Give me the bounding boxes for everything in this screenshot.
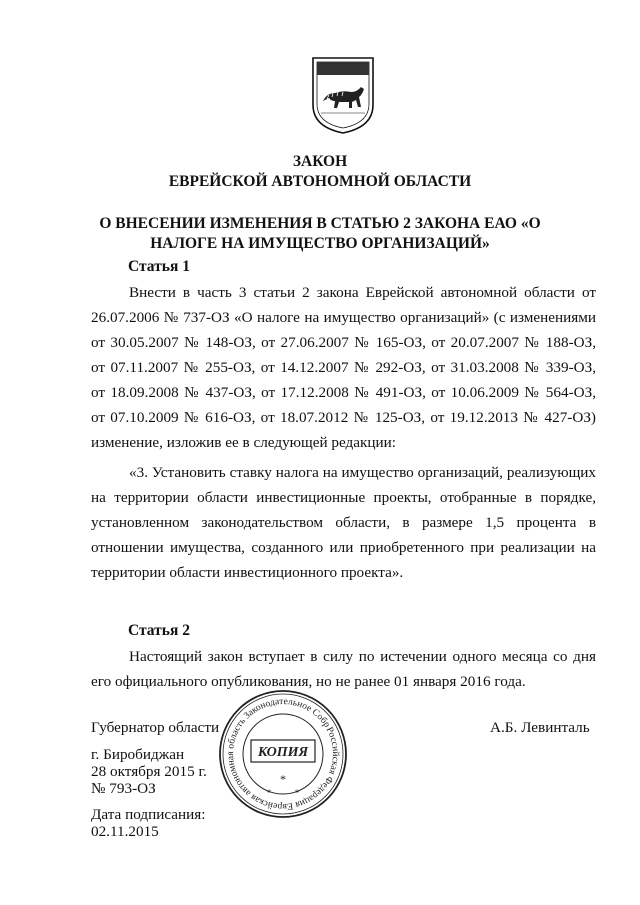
paragraph-line: от 07.11.2007 № 255-ОЗ, от 14.12.2007 № 292-ОЗ, от 31.03.2008 № 339-ОЗ,: [91, 359, 596, 376]
law-date: 28 октября 2015 г.: [91, 763, 207, 780]
paragraph-line: Внести в часть 3 статьи 2 закона Еврейской автономной области от: [129, 284, 596, 301]
signatory-name: А.Б. Левинталь: [490, 719, 590, 736]
stamp-star-icon: *: [266, 788, 272, 798]
paragraph-line: Настоящий закон вступает в силу по истечении одного месяца со дня: [129, 648, 596, 665]
paragraph-line: «3. Установить ставку налога на имущество организаций, реализующих: [129, 464, 596, 481]
signed-date: 02.11.2015: [91, 823, 159, 840]
law-title-line-2: НАЛОГЕ НА ИМУЩЕСТВО ОРГАНИЗАЦИЙ»: [150, 235, 490, 252]
signatory-position: Губернатор области: [91, 719, 220, 736]
law-title-line-1: О ВНЕСЕНИИ ИЗМЕНЕНИЯ В СТАТЬЮ 2 ЗАКОНА ЕАО «О: [99, 215, 541, 232]
stamp-star-icon: *: [280, 772, 286, 786]
law-label: ЗАКОН: [292, 153, 348, 170]
article-1-paragraph-2: [91, 460, 596, 585]
paragraph-line: установленном законодательством области, в размере 1,5 процента в: [91, 514, 596, 531]
signed-label: Дата подписания:: [91, 806, 206, 823]
stamp-star-icon: *: [294, 788, 300, 798]
article-1-paragraph-1: [91, 280, 596, 455]
law-number: № 793-ОЗ: [91, 780, 156, 797]
signing-city: г. Биробиджан: [91, 746, 185, 763]
paragraph-line: территории области инвестиционного проекта».: [91, 564, 404, 581]
copy-stamp: [217, 688, 349, 820]
stamp-center-text: КОПИЯ: [257, 745, 309, 760]
paragraph-line: отношении имущества, созданного или приобретенного при реализации на: [91, 539, 596, 556]
stamp-ring-text: Российская Федерация Еврейская автономная область Законодательное Собрание: [225, 696, 341, 812]
paragraph-line: на территории области инвестиционные проекты, отобранные в порядке,: [91, 489, 596, 506]
paragraph-line: от 18.09.2008 № 437-ОЗ, от 17.12.2008 № 491-ОЗ, от 10.06.2009 № 564-ОЗ,: [91, 384, 596, 401]
article-2-paragraph: [91, 644, 596, 694]
article-1-heading: Статья 1: [128, 258, 190, 275]
coat-of-arms-emblem: [309, 55, 377, 135]
paragraph-line: изменение, изложив ее в следующей редакции:: [91, 434, 396, 451]
paragraph-line: от 30.05.2007 № 148-ОЗ, от 27.06.2007 № 165-ОЗ, от 20.07.2007 № 188-ОЗ,: [91, 334, 596, 351]
paragraph-line: 26.07.2006 № 737-ОЗ «О налоге на имущество организаций» (с изменениями: [91, 309, 596, 326]
article-2-heading: Статья 2: [128, 622, 190, 639]
region-title: ЕВРЕЙСКОЙ АВТОНОМНОЙ ОБЛАСТИ: [168, 173, 472, 190]
paragraph-line: от 07.10.2009 № 616-ОЗ, от 18.07.2012 № 125-ОЗ, от 19.12.2013 № 427-ОЗ): [91, 409, 596, 426]
paragraph-line: его официального опубликования, но не ранее 01 января 2016 года.: [91, 673, 526, 690]
